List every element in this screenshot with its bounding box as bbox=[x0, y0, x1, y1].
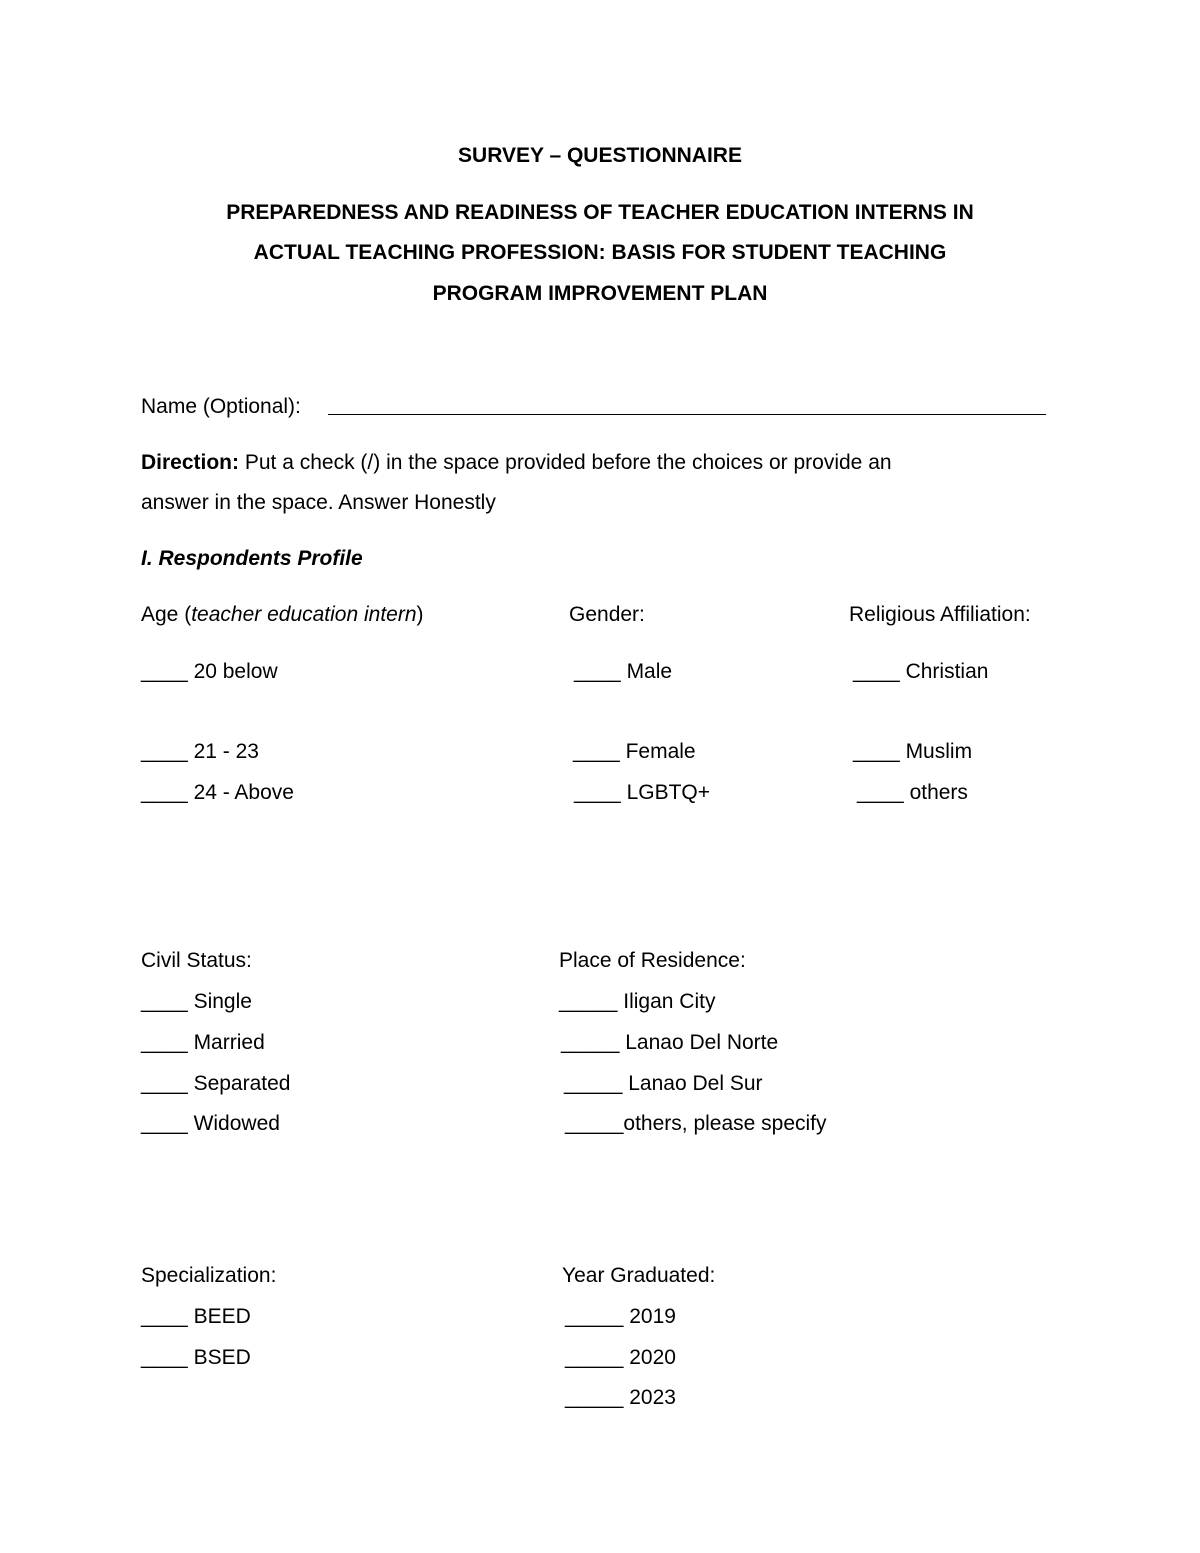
age-option[interactable] bbox=[141, 782, 294, 803]
check-blank[interactable]: ____ bbox=[141, 1346, 188, 1369]
age-option[interactable] bbox=[141, 661, 278, 682]
check-blank[interactable]: ____ bbox=[853, 740, 900, 763]
option-label: 2020 bbox=[629, 1346, 676, 1369]
residence-label: Place of Residence: bbox=[559, 949, 746, 972]
religion-label: Religious Affiliation: bbox=[849, 603, 1031, 626]
check-blank[interactable]: ____ bbox=[141, 1112, 188, 1135]
gender-option[interactable] bbox=[574, 661, 672, 682]
direction-text-1: Put a check (/) in the space provided before the choices or provide an bbox=[239, 451, 892, 474]
check-blank[interactable]: ____ bbox=[141, 1305, 188, 1328]
check-blank[interactable]: ____ bbox=[141, 781, 188, 804]
check-blank[interactable]: ____ bbox=[857, 781, 904, 804]
option-label: 24 - Above bbox=[193, 781, 294, 804]
option-label: Muslim bbox=[905, 740, 973, 763]
residence-option[interactable] bbox=[559, 991, 715, 1012]
option-label: Iligan City bbox=[623, 990, 716, 1013]
specialization-option[interactable] bbox=[141, 1347, 251, 1368]
civil-status-option[interactable] bbox=[141, 1032, 265, 1053]
section-title: I. Respondents Profile bbox=[141, 547, 363, 570]
option-label: 2019 bbox=[629, 1305, 676, 1328]
option-label: LGBTQ+ bbox=[626, 781, 711, 804]
check-blank[interactable]: ____ bbox=[141, 1072, 188, 1095]
option-label: Male bbox=[626, 660, 673, 683]
religion-option[interactable] bbox=[853, 661, 988, 682]
residence-option[interactable] bbox=[564, 1073, 763, 1094]
year-graduated-option[interactable] bbox=[565, 1306, 676, 1327]
option-label: 21 - 23 bbox=[193, 740, 259, 763]
year-graduated-label: Year Graduated: bbox=[562, 1264, 716, 1287]
residence-option[interactable] bbox=[565, 1113, 827, 1134]
check-blank[interactable]: _____ bbox=[564, 1072, 623, 1095]
check-blank[interactable]: ____ bbox=[574, 660, 621, 683]
check-blank[interactable]: ____ bbox=[853, 660, 900, 683]
religion-option[interactable] bbox=[857, 782, 968, 803]
check-blank[interactable]: ____ bbox=[141, 990, 188, 1013]
civil-status-label: Civil Status: bbox=[141, 949, 252, 972]
option-label: BSED bbox=[193, 1346, 251, 1369]
specialization-label: Specialization: bbox=[141, 1264, 277, 1287]
option-label: others, please specify bbox=[623, 1112, 827, 1135]
option-label: Lanao Del Sur bbox=[628, 1072, 763, 1095]
check-blank[interactable]: ____ bbox=[573, 740, 620, 763]
gender-label: Gender: bbox=[569, 603, 645, 626]
check-blank[interactable]: _____ bbox=[565, 1112, 624, 1135]
check-blank[interactable]: ____ bbox=[141, 740, 188, 763]
specialization-option[interactable] bbox=[141, 1306, 251, 1327]
study-title-line-1: PREPAREDNESS AND READINESS OF TEACHER EDUCATION INTERNS IN bbox=[226, 201, 974, 224]
option-label: Single bbox=[193, 990, 252, 1013]
age-option[interactable] bbox=[141, 741, 259, 762]
direction-line-1 bbox=[141, 452, 892, 473]
option-label: 2023 bbox=[629, 1386, 676, 1409]
check-blank[interactable]: ____ bbox=[141, 660, 188, 683]
name-input-line[interactable] bbox=[328, 414, 1046, 415]
check-blank[interactable]: ____ bbox=[574, 781, 621, 804]
year-graduated-option[interactable] bbox=[565, 1347, 676, 1368]
option-label: Married bbox=[193, 1031, 265, 1054]
gender-option[interactable] bbox=[574, 782, 710, 803]
check-blank[interactable]: _____ bbox=[565, 1346, 624, 1369]
check-blank[interactable]: ____ bbox=[141, 1031, 188, 1054]
option-label: Christian bbox=[905, 660, 989, 683]
name-label: Name (Optional): bbox=[141, 395, 301, 418]
direction-text-2: answer in the space. Answer Honestly bbox=[141, 491, 496, 514]
option-label: 20 below bbox=[193, 660, 278, 683]
direction-label: Direction: bbox=[141, 451, 240, 474]
check-blank[interactable]: _____ bbox=[561, 1031, 620, 1054]
option-label: others bbox=[909, 781, 968, 804]
option-label: Lanao Del Norte bbox=[625, 1031, 779, 1054]
check-blank[interactable]: _____ bbox=[559, 990, 618, 1013]
option-label: Widowed bbox=[193, 1112, 280, 1135]
residence-option[interactable] bbox=[561, 1032, 778, 1053]
option-label: Separated bbox=[193, 1072, 291, 1095]
religion-option[interactable] bbox=[853, 741, 972, 762]
study-title-line-3: PROGRAM IMPROVEMENT PLAN bbox=[432, 282, 768, 305]
survey-title: SURVEY – QUESTIONNAIRE bbox=[458, 144, 742, 167]
check-blank[interactable]: _____ bbox=[565, 1305, 624, 1328]
civil-status-option[interactable] bbox=[141, 1113, 280, 1134]
year-graduated-option[interactable] bbox=[565, 1387, 676, 1408]
option-label: BEED bbox=[193, 1305, 251, 1328]
civil-status-option[interactable] bbox=[141, 1073, 290, 1094]
check-blank[interactable]: _____ bbox=[565, 1386, 624, 1409]
study-title-line-2: ACTUAL TEACHING PROFESSION: BASIS FOR STUDENT TEACHING bbox=[253, 241, 947, 264]
gender-option[interactable] bbox=[573, 741, 696, 762]
age-label: Age (teacher education intern) bbox=[141, 603, 424, 626]
option-label: Female bbox=[625, 740, 696, 763]
civil-status-option[interactable] bbox=[141, 991, 252, 1012]
